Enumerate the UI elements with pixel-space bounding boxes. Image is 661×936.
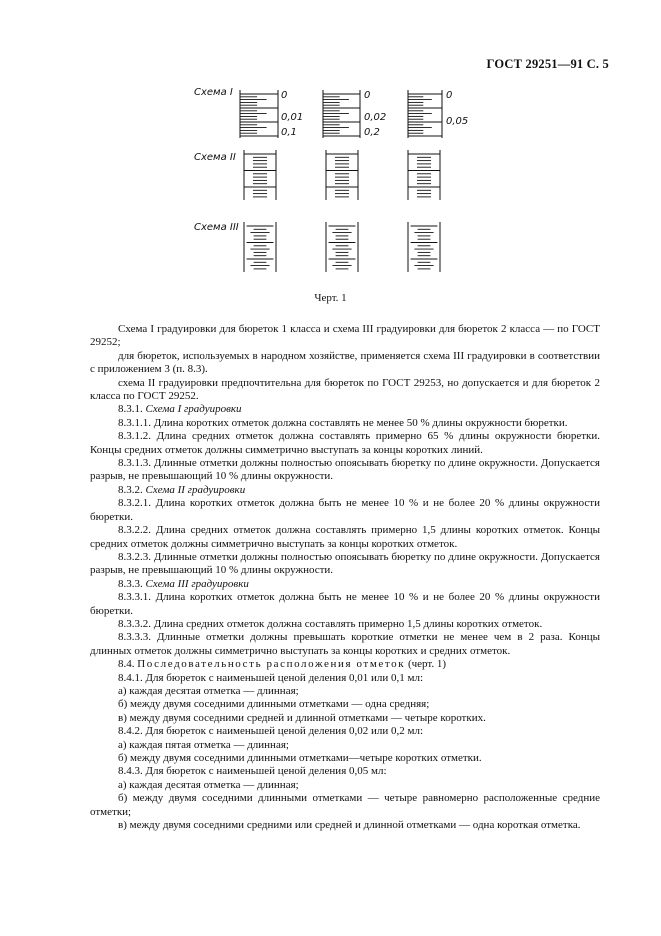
list-item: в) между двумя соседними средней и длинной отметками — четыре коротких. xyxy=(118,711,486,724)
list-item: б) между двумя соседними длинными отметками — четыре равномерно расположенные средние отметки; xyxy=(90,792,600,818)
paragraph: 8.4.1. Для бюреток с наименьшей ценой деления 0,01 или 0,1 мл: xyxy=(118,671,424,684)
document-body xyxy=(90,323,600,832)
scheme-1-col-2-label-0: 0 xyxy=(364,90,371,101)
page-header: ГОСТ 29251—91 С. 5 xyxy=(486,57,609,71)
scheme-1-col-1-label-1: 0,01 xyxy=(281,112,304,123)
list-item: а) каждая пятая отметка — длинная; xyxy=(118,738,289,751)
list-item: б) между двумя соседними длинными отметками — одна средняя; xyxy=(118,698,430,711)
paragraph: 8.3.1.2. Длина средних отметок должна составлять примерно 65 % длины окружности бюретки. Концы средних отметок должны симметрично выступать за концы коротких линий. xyxy=(90,430,600,456)
section-number: 8.3.1. xyxy=(118,403,143,416)
paragraph: Схема I градуировки для бюреток 1 класса и схема III градуировки для бюреток 2 класса — по ГОСТ 29252; xyxy=(90,323,600,349)
scheme-1-col-1-label-0: 0 xyxy=(281,90,288,101)
paragraph: 8.3.3.3. Длинные отметки должны превышать короткие отметки не менее чем в 2 раза. Концы длинных отметок должны симметрично выступать за концы коротких и средних отметок. xyxy=(90,631,600,657)
scheme-1-col-2-label-1: 0,02 xyxy=(364,112,387,123)
burette-graduation-figure xyxy=(0,0,661,300)
paragraph: 8.4.3. Для бюреток с наименьшей ценой деления 0,05 мл: xyxy=(118,765,387,778)
section-heading xyxy=(90,403,600,416)
paragraph: 8.3.3.1. Длина коротких отметок должна быть не менее 10 % и не более 20 % длины окружности бюретки. xyxy=(90,591,600,617)
paragraph: 8.3.2.1. Длина коротких отметок должна быть не менее 10 % и не более 20 % длины окружности бюретки. xyxy=(90,497,600,523)
paragraph: 8.3.2.3. Длинные отметки должны полностью опоясывать бюретку по длине окружности. Допускается разрыв, не превышающий 10 % длины окружности. xyxy=(90,550,600,577)
paragraph: схема II градуировки предпочтительна для бюреток по ГОСТ 29253, но допускается и для бюреток 2 класса по ГОСТ 29252. xyxy=(90,376,600,403)
figure-caption: Черт. 1 xyxy=(314,292,347,304)
list-item: б) между двумя соседними длинными отметками—четыре коротких отметки. xyxy=(118,752,482,764)
scheme-2-label: Схема II xyxy=(194,152,236,163)
section-number: 8.3.3. xyxy=(118,577,143,590)
paragraph: 8.3.1.3. Длинные отметки должны полностью опоясывать бюретку по длине окружности. Допускается разрыв, не превышающий 10 % длины окружности. xyxy=(90,457,600,483)
scheme-1-label: Схема I xyxy=(194,87,233,98)
paragraph: 8.3.3.2. Длина средних отметок должна составлять примерно 1,5 длины коротких отметок. xyxy=(118,617,543,630)
list-item: а) каждая десятая отметка — длинная; xyxy=(118,778,299,791)
section-heading xyxy=(90,484,600,497)
list-item: в) между двумя соседними средними или средней и длинной отметками — одна короткая отметка. xyxy=(118,819,581,832)
paragraph: 8.3.2.2. Длина средних отметок должна составлять примерно 1,5 длины коротких отметок. Концы средних отметок должны симметрично выступать за концы коротких отметок. xyxy=(90,524,600,550)
paragraph: для бюреток, используемых в народном хозяйстве, применяется схема III градуировки в соответствии с приложением 3 (п. 8.3). xyxy=(90,349,600,376)
paragraph: 8.3.1.1. Длина коротких отметок должна составлять не менее 50 % длины окружности бюретки. xyxy=(118,416,568,429)
section-title: Схема III градуировки xyxy=(145,577,249,590)
scheme-1-col-3-label-1: 0,05 xyxy=(446,116,469,127)
scheme-1-col-1-label-2: 0,1 xyxy=(281,127,297,138)
scheme-1-col-2-label-2: 0,2 xyxy=(364,127,380,138)
section-number: 8.3.2. xyxy=(118,483,143,496)
section-title: Последовательность расположения отметок xyxy=(137,658,406,671)
section-heading xyxy=(90,658,600,671)
graduation-marks xyxy=(240,90,442,272)
section-heading xyxy=(90,578,600,591)
section-title-suffix: (черт. 1) xyxy=(405,658,447,671)
list-item: а) каждая десятая отметка — длинная; xyxy=(118,684,299,697)
scheme-3-label: Схема III xyxy=(194,222,239,233)
section-number: 8.4. xyxy=(118,658,135,671)
section-title: Схема II градуировки xyxy=(145,483,246,496)
scheme-1-col-3-label-0: 0 xyxy=(446,90,453,101)
paragraph: 8.4.2. Для бюреток с наименьшей ценой деления 0,02 или 0,2 мл: xyxy=(118,725,424,738)
section-title: Схема I градуировки xyxy=(145,403,242,416)
